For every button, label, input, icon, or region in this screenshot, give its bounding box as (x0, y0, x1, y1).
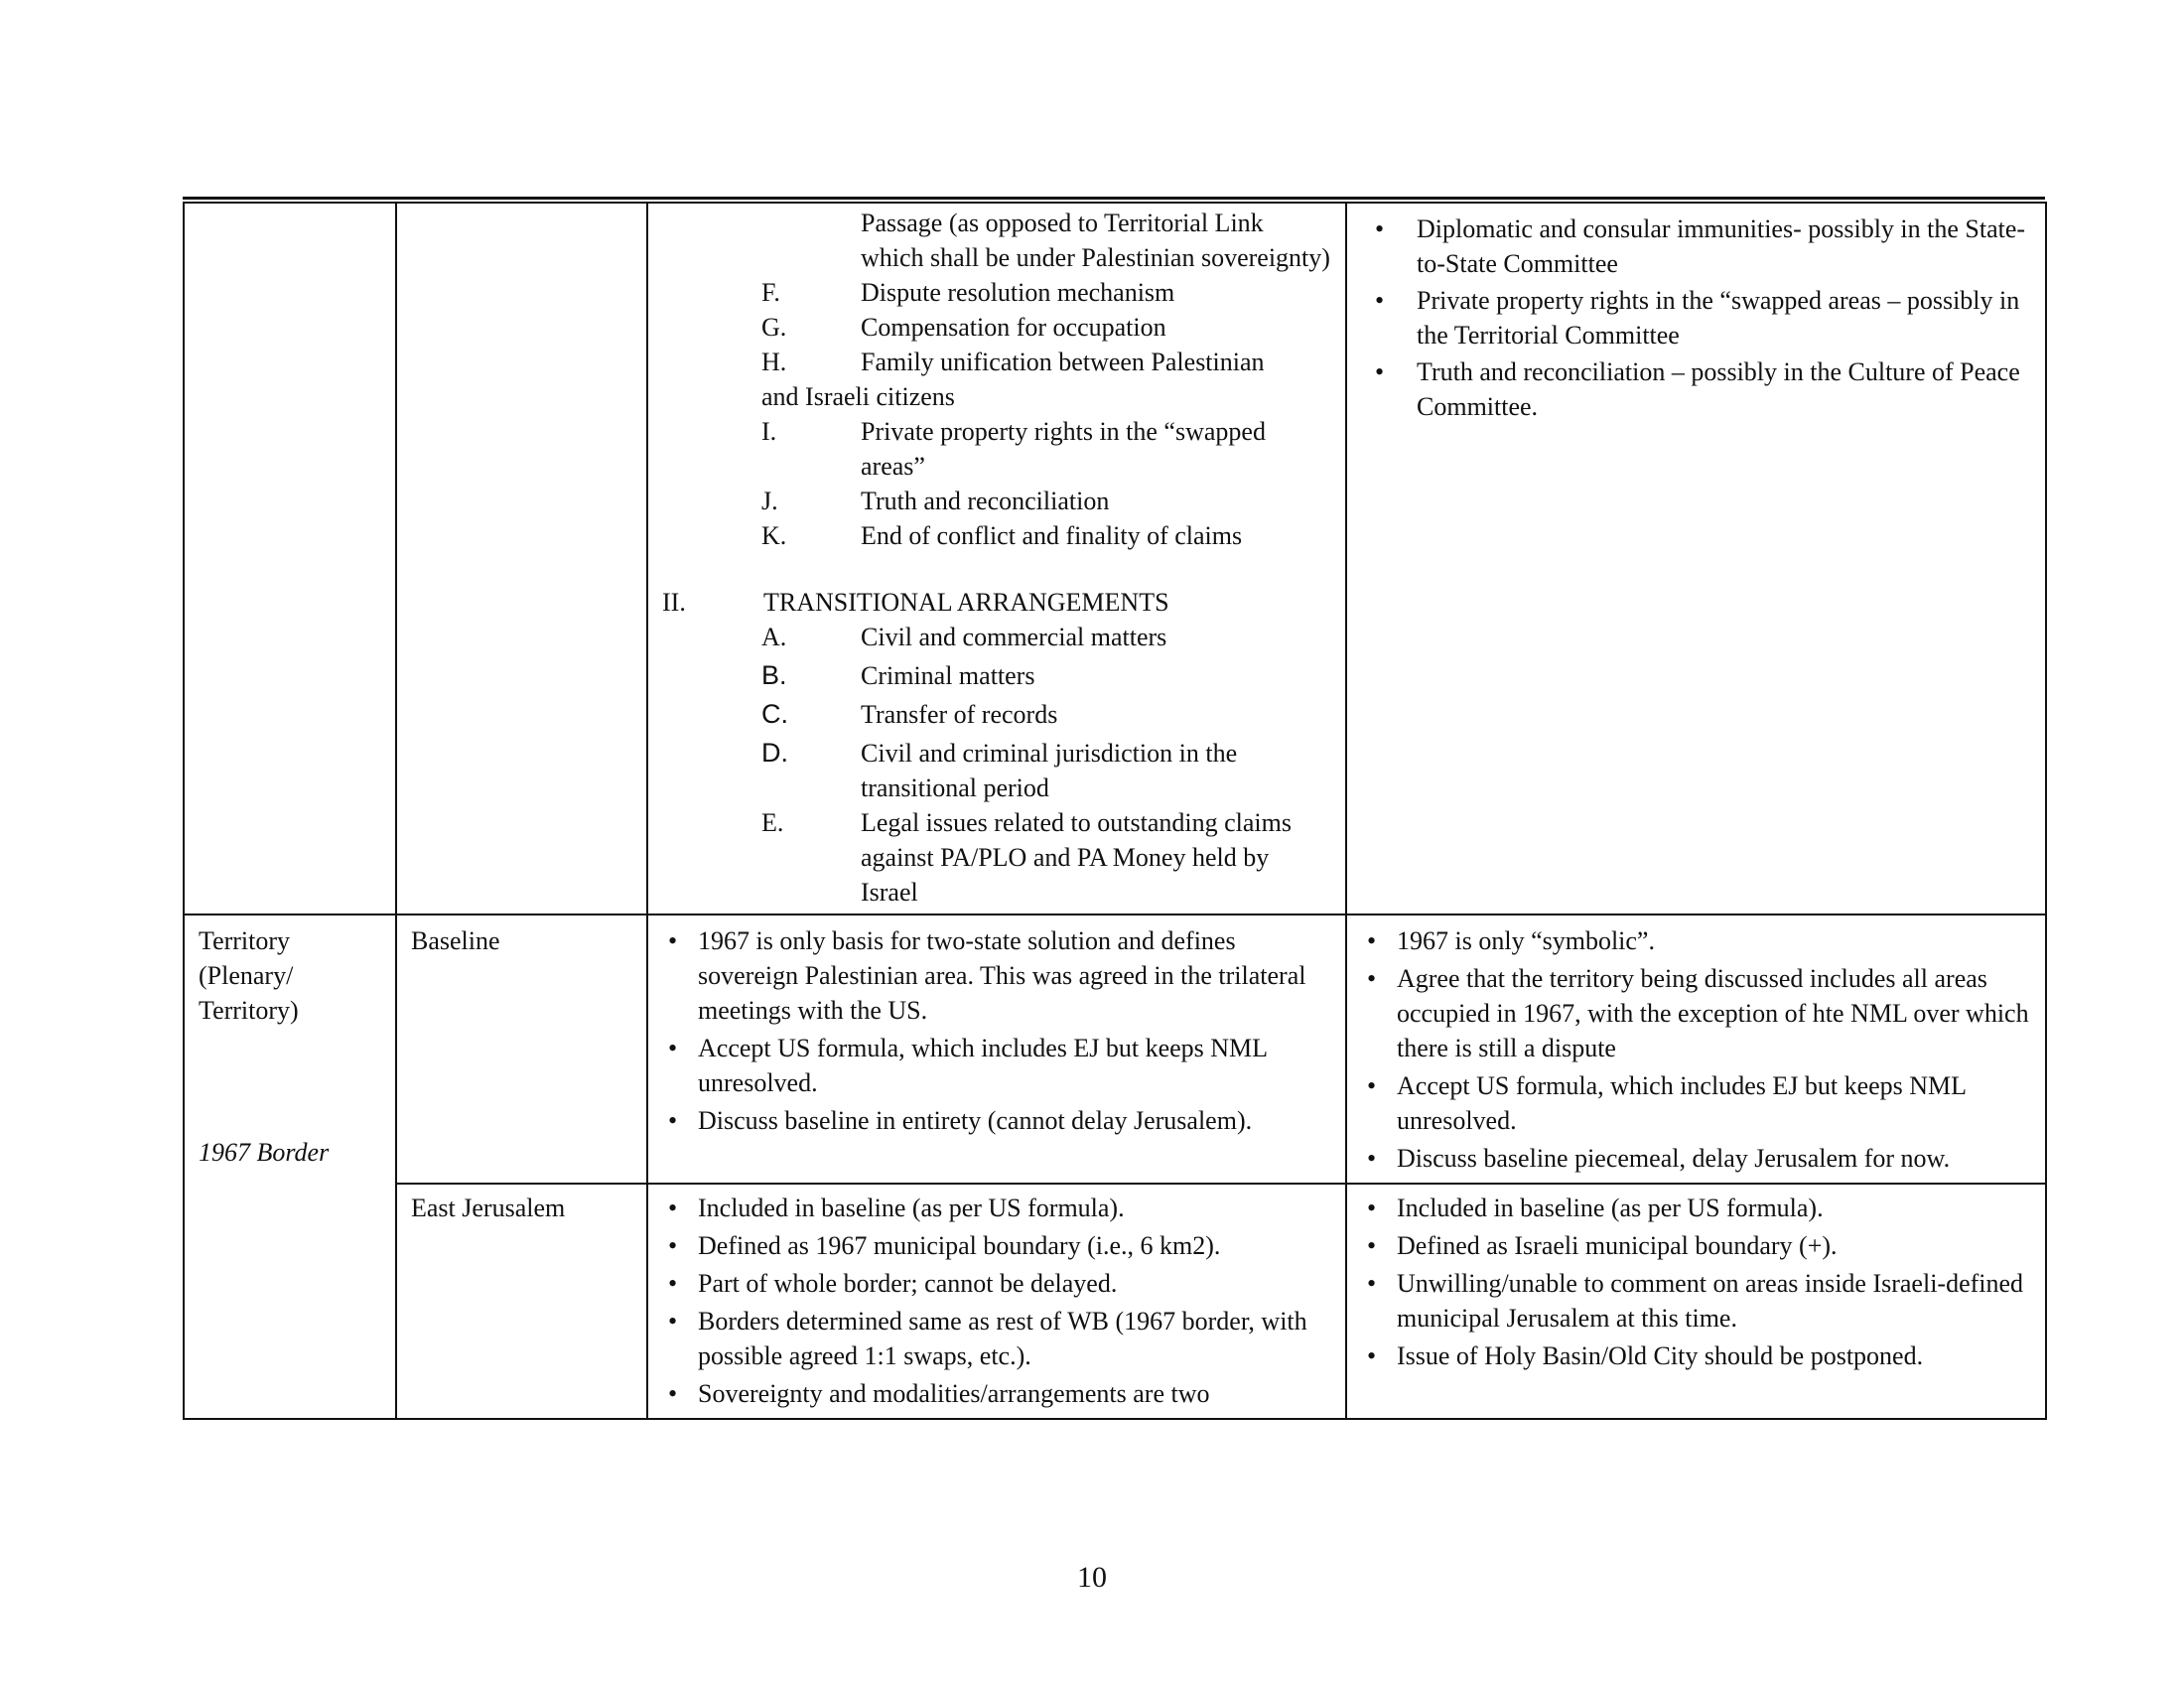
table-row-east-jerusalem (184, 1184, 2046, 1419)
outline-item-continued-text: and Israeli citizens (761, 382, 955, 411)
list-item: • Truth and reconciliation – possibly in the Culture of Peace Committee. (1361, 354, 2031, 424)
east-jerusalem-palestinian-list (662, 1191, 1331, 1411)
cell-baseline-palestinian (647, 914, 1346, 1184)
list-item: • Defined as 1967 municipal boundary (i.e., 6 km2). (662, 1228, 1331, 1263)
baseline-israeli-list (1361, 923, 2031, 1176)
subtopic-baseline-label: Baseline (411, 926, 500, 955)
outline-item-label: J. (761, 487, 778, 515)
list-item: • Included in baseline (as per US formula). (662, 1191, 1331, 1225)
outline-item-label: I. (761, 417, 777, 446)
list-item: • Defined as Israeli municipal boundary (+). (1361, 1228, 2031, 1263)
outline-item (761, 484, 1331, 518)
outline-item (761, 697, 1331, 732)
outline-item-label: H. (761, 348, 787, 376)
cell-continuation-notes (1346, 203, 2046, 914)
outline-item-text: Compensation for occupation (861, 313, 1166, 342)
outline-item-label: K. (761, 521, 787, 550)
cell-empty-topic (184, 203, 396, 914)
list-item: • 1967 is only basis for two-state solution and defines sovereign Palestinian area. This was agreed in the trilateral meetings with the US. (662, 923, 1331, 1028)
list-item: • 1967 is only “symbolic”. (1361, 923, 2031, 958)
list-item: • Discuss baseline piecemeal, delay Jerusalem for now. (1361, 1141, 2031, 1176)
table-top-rule (183, 197, 2045, 200)
outline-item-text: Legal issues related to outstanding claims against PA/PLO and PA Money held by Israel (861, 808, 1292, 907)
outline-item (761, 658, 1331, 693)
cell-subtopic-east-jerusalem (396, 1184, 647, 1419)
outline-item-label: B. (761, 660, 787, 690)
outline-item (761, 736, 1331, 805)
subtopic-east-jerusalem-label: East Jerusalem (411, 1194, 566, 1222)
list-item: • Accept US formula, which includes EJ but keeps NML unresolved. (1361, 1068, 2031, 1138)
outline-item-label: A. (761, 623, 787, 651)
outline-item-text: Criminal matters (861, 661, 1035, 690)
cell-east-jerusalem-israeli (1346, 1184, 2046, 1419)
outline-item-label: G. (761, 313, 787, 342)
cell-topic-territory (184, 914, 396, 1419)
outline-item (761, 414, 1331, 484)
outline-item-text: Family unification between Palestinian (861, 348, 1265, 376)
page-number: 10 (1077, 1561, 1107, 1594)
cell-baseline-israeli (1346, 914, 2046, 1184)
outline-item (761, 518, 1331, 553)
outline-item (761, 345, 1331, 379)
list-item: • Private property rights in the “swapped areas – possibly in the Territorial Committee (1361, 283, 2031, 352)
outline-item-text: Private property rights in the “swapped areas” (861, 417, 1266, 481)
topic-label: Territory (Plenary/ Territory) (199, 926, 299, 1025)
outline-item-text: Civil and commercial matters (861, 623, 1167, 651)
outline-item-label: C. (761, 699, 788, 729)
outline-item-label: D. (761, 738, 788, 768)
outline-section-i-tail (662, 206, 1331, 553)
list-item: • Part of whole border; cannot be delayed. (662, 1266, 1331, 1301)
outline-item-label: F. (761, 278, 780, 307)
list-item: • Agree that the territory being discussed includes all areas occupied in 1967, with the exception of hte NML over which there is still a dispute (1361, 961, 2031, 1065)
outline-roman-label: II. (662, 588, 686, 617)
notes-bullet-list (1361, 211, 2031, 424)
list-item: • Discuss baseline in entirety (cannot delay Jerusalem). (662, 1103, 1331, 1138)
outline-item-text: Dispute resolution mechanism (861, 278, 1175, 307)
cell-east-jerusalem-palestinian (647, 1184, 1346, 1419)
east-jerusalem-israeli-list (1361, 1191, 2031, 1373)
outline-item (761, 805, 1331, 910)
outline-item-text: Truth and reconciliation (861, 487, 1110, 515)
outline-item (761, 206, 1331, 275)
outline-item (761, 620, 1331, 654)
subtopic-label: 1967 Border (199, 1138, 330, 1167)
negotiation-table (183, 202, 2047, 1420)
outline-section-title: TRANSITIONAL ARRANGEMENTS (763, 588, 1169, 617)
list-item: • Sovereignty and modalities/arrangements are two (662, 1376, 1331, 1411)
outline-item-text: Transfer of records (861, 700, 1058, 729)
outline-item-text: Civil and criminal jurisdiction in the transitional period (861, 739, 1238, 802)
baseline-palestinian-list (662, 923, 1331, 1138)
list-item: • Unwilling/unable to comment on areas inside Israeli-defined municipal Jerusalem at this time. (1361, 1266, 2031, 1336)
list-item: • Borders determined same as rest of WB (1967 border, with possible agreed 1:1 swaps, etc.). (662, 1304, 1331, 1373)
outline-item-text: Passage (as opposed to Territorial Link which shall be under Palestinian sovereignty) (861, 209, 1330, 272)
list-item: • Diplomatic and consular immunities- possibly in the State-to-State Committee (1361, 211, 2031, 281)
list-item: • Accept US formula, which includes EJ but keeps NML unresolved. (662, 1031, 1331, 1100)
outline-item (761, 275, 1331, 310)
outline-section-ii-items (662, 620, 1331, 910)
cell-continuation-outline (647, 203, 1346, 914)
list-item: • Issue of Holy Basin/Old City should be postponed. (1361, 1338, 2031, 1373)
cell-subtopic-baseline (396, 914, 647, 1184)
table-row-baseline (184, 914, 2046, 1184)
outline-item (761, 310, 1331, 345)
cell-empty-subtopic (396, 203, 647, 914)
outline-item-label (761, 206, 861, 275)
outline-section-ii-heading (662, 585, 1331, 620)
list-item: • Included in baseline (as per US formula). (1361, 1191, 2031, 1225)
outline-item-label: E. (761, 808, 784, 837)
outline-item-text: End of conflict and finality of claims (861, 521, 1243, 550)
table-row-continuation (184, 203, 2046, 914)
